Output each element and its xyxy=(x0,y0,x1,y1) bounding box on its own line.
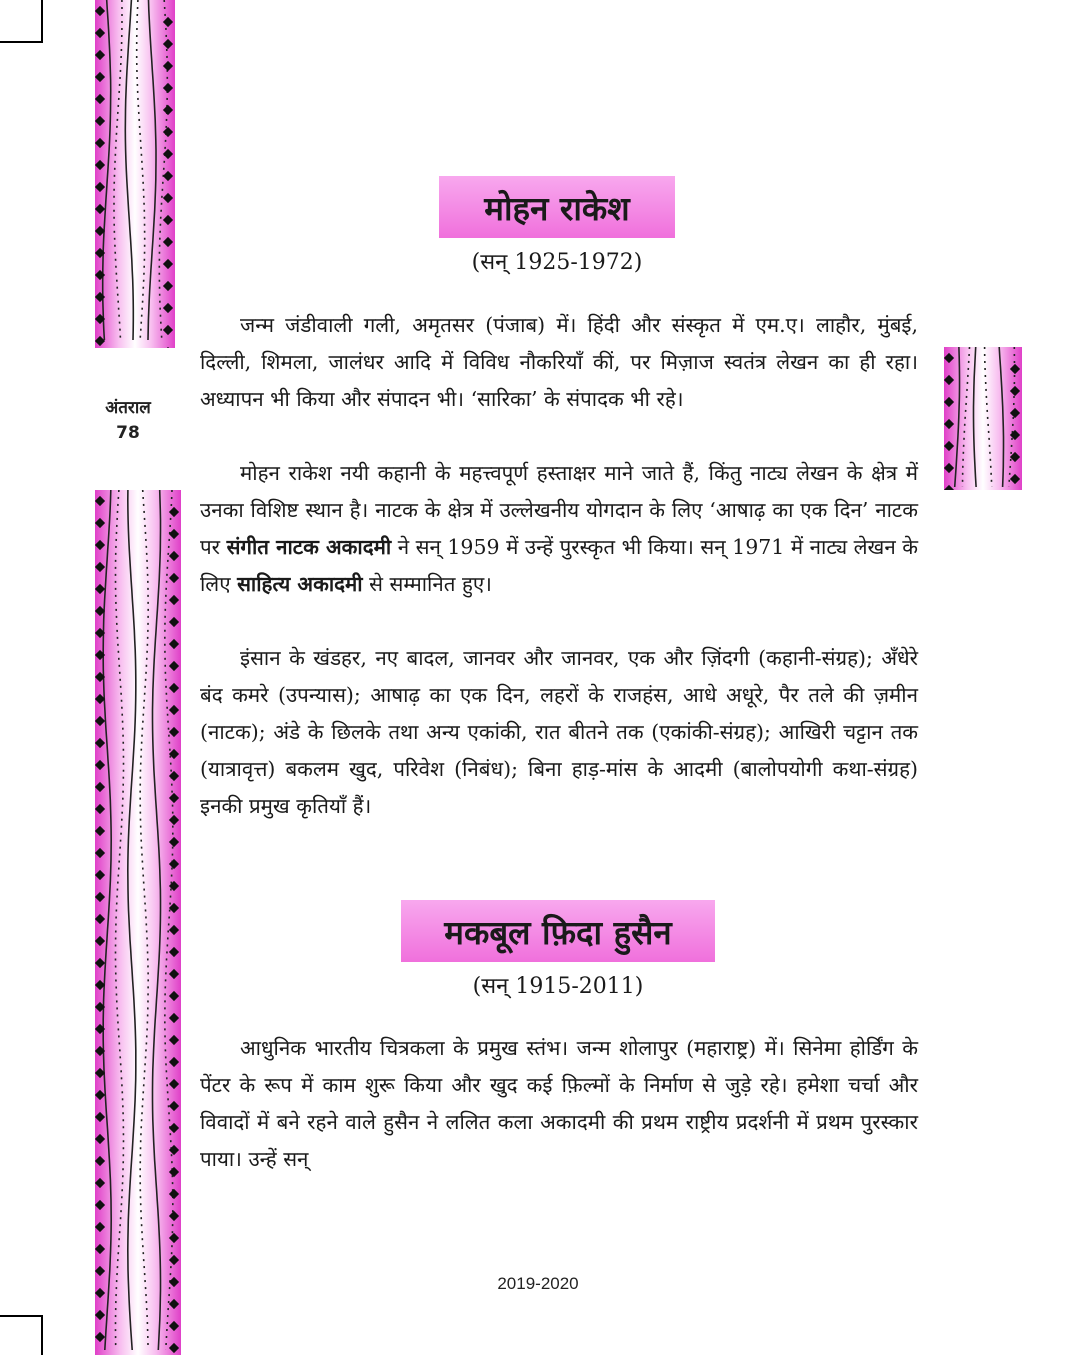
bold-text: साहित्य अकादमी xyxy=(237,572,363,596)
paragraph: इंसान के खंडहर, नए बादल, जानवर और जानवर, एक और ज़िंदगी (कहानी-संग्रह); अँधेरे बंद कमरे (उपन्यास); आषाढ़ का एक दिन, लहरों के राजहंस, आधे अधूरे, पैर तले की ज़मीन (नाटक); अंडे के छिलके तथा अन्य एकांकी, रात बीतने तक (एकांकी-संग्रह); आखिरी चट्टान तक (यात्रावृत्त) बकलम खुद, परिवेश (निबंध); बिना हाड़-मांस के आदमी (बालोपयोगी कथा-संग्रह) इनकी प्रमुख कृतियाँ हैं। xyxy=(200,646,918,818)
page-number: 78 xyxy=(116,423,140,443)
paragraph-text: ने सन् 1959 में उन्हें पुरस्कृत भी किया। सन् 1971 में नाट्य लेखन के लिए xyxy=(200,535,918,596)
paragraph-text: से सम्मानित हुए। xyxy=(369,572,492,596)
section-years: (सन् 1915-2011) xyxy=(472,974,644,999)
strip-pattern xyxy=(95,0,175,348)
decorative-strip-right xyxy=(944,347,1022,490)
bold-text: संगीत नाटक अकादमी xyxy=(226,535,392,559)
section-title: मकबूल फ़िदा हुसैन xyxy=(444,912,672,952)
decorative-strip-bottom-left xyxy=(95,490,181,1355)
paragraph: आधुनिक भारतीय चित्रकला के प्रमुख स्तंभ। जन्म शोलापुर (महाराष्ट्र) में। सिनेमा होर्डिंग के पेंटर के रूप में काम शुरू किया और खुद कई फ़िल्मों के निर्माण से जुड़े रहे। हमेशा चर्चा और विवादों में बने रहने वाले हुसैन ने ललित कला अकादमी की प्रथम राष्ट्रीय प्रदर्शनी में प्रथम पुरस्कार पाया। उन्हें सन् xyxy=(200,1036,918,1171)
book-name: अंतराल xyxy=(105,398,151,418)
paragraph xyxy=(200,455,918,603)
footer-year: 2019-2020 xyxy=(497,1274,579,1293)
crop-mark-bottom-left-h xyxy=(0,1315,42,1317)
crop-mark-top-left-v xyxy=(41,0,43,43)
paragraph-text: मोहन राकेश नयी कहानी के महत्त्वपूर्ण हस्ताक्षर माने जाते हैं, किंतु नाट्य लेखन के क्षेत्र में उनका विशिष्ट स्थान है। नाटक के क्षेत्र में उल्लेखनीय योगदान के लिए ‘आषाढ़ का एक दिन’ नाटक पर xyxy=(200,461,918,559)
decorative-strip-top-left xyxy=(95,0,175,348)
paragraph: जन्म जंडीवाली गली, अमृतसर (पंजाब) में। हिंदी और संस्कृत में एम.ए। लाहौर, मुंबई, दिल्ली, शिमला, जालंधर आदि में विविध नौकरियाँ कीं, पर मिज़ाज स्वतंत्र लेखन का ही रहा। अध्यापन भी किया और संपादन भी। ‘सारिका’ के संपादक भी रहे। xyxy=(200,313,918,411)
section-years: (सन् 1925-1972) xyxy=(471,250,643,275)
strip-pattern xyxy=(944,347,1022,490)
section-title-box xyxy=(401,900,715,962)
crop-mark-bottom-left-v xyxy=(41,1315,43,1355)
crop-mark-top-left-h xyxy=(0,41,42,43)
strip-pattern xyxy=(95,490,181,1355)
section-title-box xyxy=(439,176,675,238)
section-title: मोहन राकेश xyxy=(484,188,630,228)
